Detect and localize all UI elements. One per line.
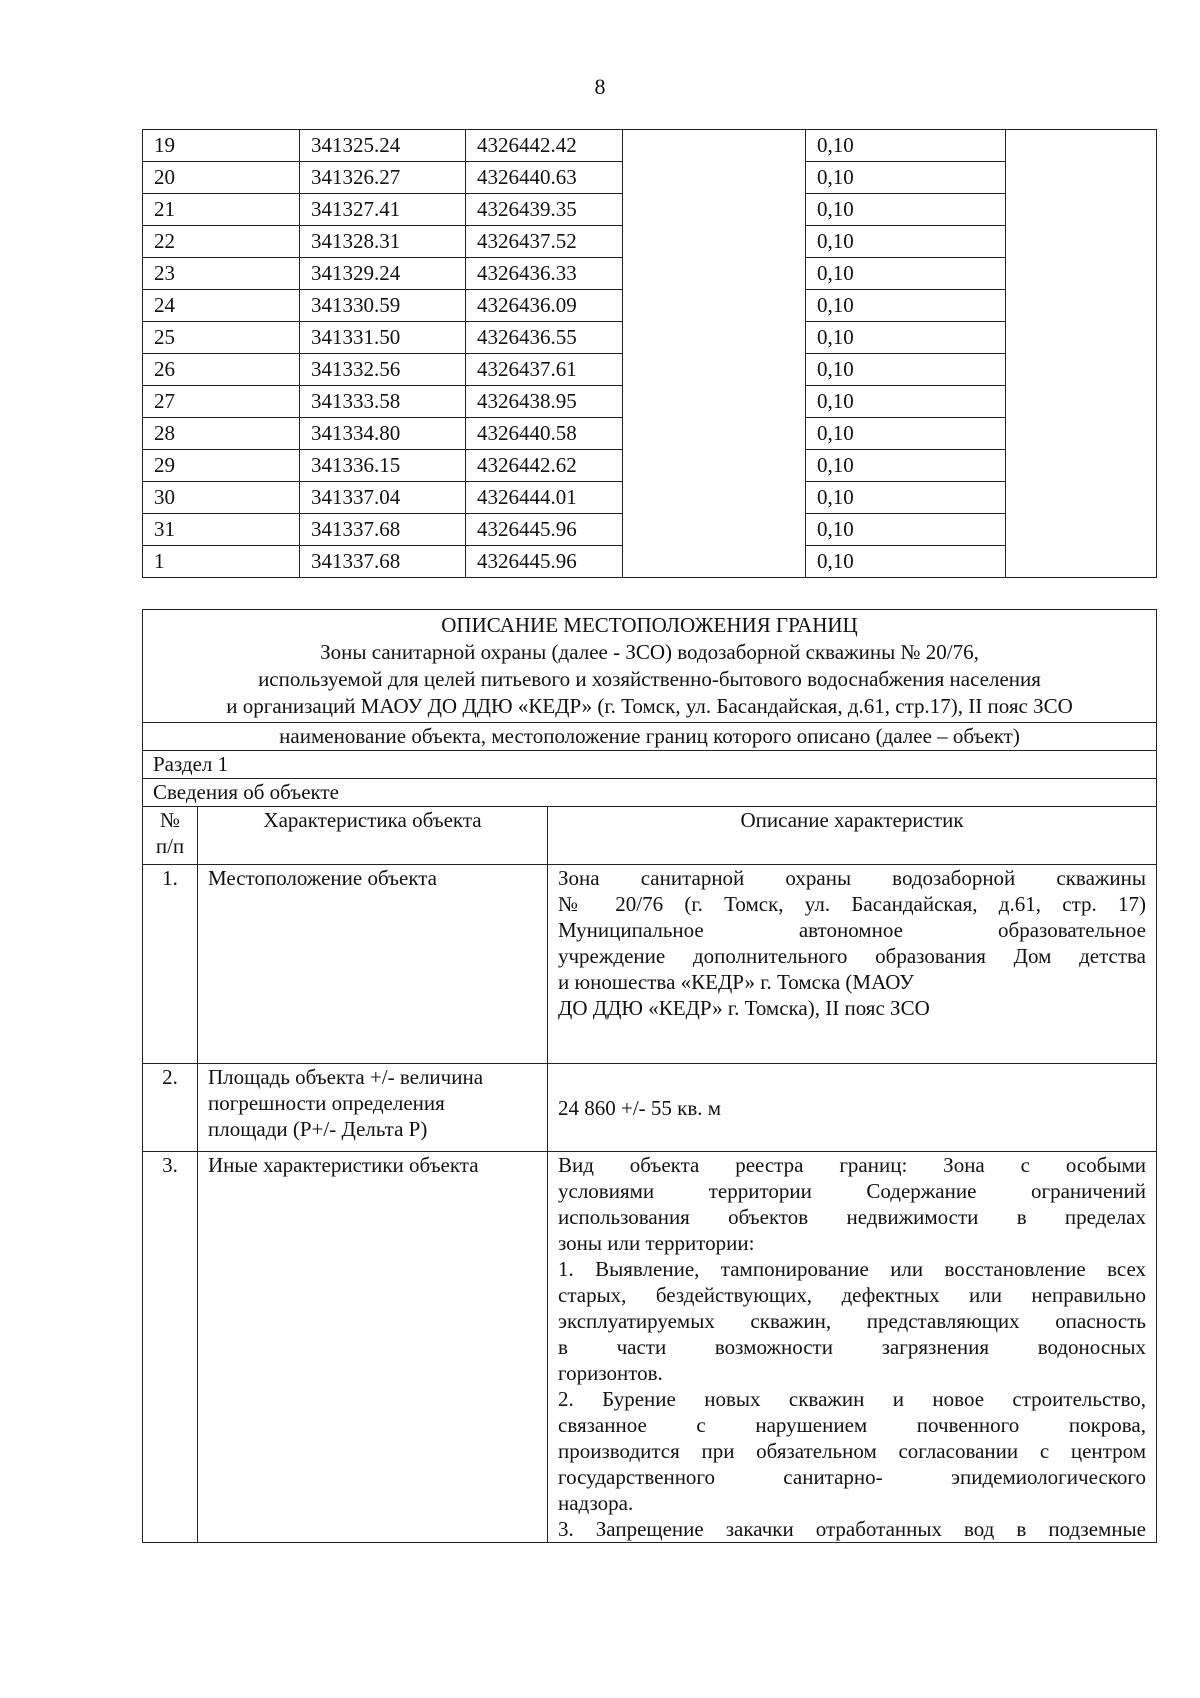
coordinate-row [143, 130, 1157, 162]
object-name-caption: наименование объекта, местоположение границ которого описано (далее – объект) [143, 723, 1157, 751]
x-coordinate-cell: 341325.24 [300, 130, 466, 162]
row-1-line: ДО ДДЮ «КЕДР» г. Томска), II пояс ЗСО [558, 996, 930, 1020]
x-coordinate-cell: 341337.68 [300, 546, 466, 578]
row-3-characteristic: Иные характеристики объекта [198, 1152, 548, 1543]
method-cell [623, 130, 806, 578]
description-subtitle-2: используемой для целей питьевого и хозяйственно-бытового водоснабжения населения [258, 667, 1041, 691]
row-1-line: Зона санитарной охраны водозаборной скважины [558, 866, 1146, 890]
accuracy-cell: 0,10 [806, 290, 1006, 322]
x-coordinate-cell: 341332.56 [300, 354, 466, 386]
point-number-cell: 27 [143, 386, 300, 418]
section-title: Сведения об объекте [143, 779, 1157, 807]
y-coordinate-cell: 4326439.35 [466, 194, 623, 226]
accuracy-cell: 0,10 [806, 258, 1006, 290]
row-1-number: 1. [143, 865, 198, 1064]
row-2-label-line: погрешности определения [208, 1091, 445, 1115]
x-coordinate-cell: 341330.59 [300, 290, 466, 322]
row-3-line: зоны или территории: [558, 1231, 755, 1255]
accuracy-cell: 0,10 [806, 322, 1006, 354]
y-coordinate-cell: 4326444.01 [466, 482, 623, 514]
row-3-line: связанное с нарушением почвенного покрова, [558, 1413, 1146, 1437]
point-number-cell: 29 [143, 450, 300, 482]
y-coordinate-cell: 4326437.61 [466, 354, 623, 386]
point-number-cell: 30 [143, 482, 300, 514]
y-coordinate-cell: 4326438.95 [466, 386, 623, 418]
column-header-description: Описание характеристик [548, 807, 1157, 865]
x-coordinate-cell: 341336.15 [300, 450, 466, 482]
x-coordinate-cell: 341334.80 [300, 418, 466, 450]
point-number-cell: 19 [143, 130, 300, 162]
description-subtitle-3: и организаций МАОУ ДО ДДЮ «КЕДР» (г. Томск, ул. Басандайская, д.61, стр.17), II пояс ЗСО [226, 694, 1073, 718]
y-coordinate-cell: 4326440.58 [466, 418, 623, 450]
row-3-line: использования объектов недвижимости в пределах [558, 1205, 1146, 1229]
row-1-line: и юношества «КЕДР» г. Томска (МАОУ [558, 970, 915, 994]
description-subtitle-1: Зоны санитарной охраны (далее - ЗСО) водозаборной скважины № 20/76, [320, 640, 979, 664]
row-3-description [548, 1152, 1157, 1543]
x-coordinate-cell: 341326.27 [300, 162, 466, 194]
row-3-number: 3. [143, 1152, 198, 1543]
point-number-cell: 20 [143, 162, 300, 194]
y-coordinate-cell: 4326440.63 [466, 162, 623, 194]
row-3-line: производится при обязательном согласовании с центром [558, 1439, 1146, 1463]
row-3-line: эксплуатируемых скважин, представляющих опасность [558, 1309, 1146, 1333]
row-3-line: Вид объекта реестра границ: Зона с особыми [558, 1153, 1146, 1177]
row-2-number: 2. [143, 1064, 198, 1152]
row-3-line: условиями территории Содержание ограничений [558, 1179, 1146, 1203]
row-3-line: 1. Выявление, тампонирование или восстановление всех [558, 1257, 1146, 1281]
point-number-cell: 26 [143, 354, 300, 386]
row-1-description [548, 865, 1157, 1064]
row-3-line: 3. Запрещение закачки отработанных вод в подземные [558, 1517, 1146, 1541]
column-header-characteristic: Характеристика объекта [198, 807, 548, 865]
point-number-cell: 28 [143, 418, 300, 450]
row-3-line: 2. Бурение новых скважин и новое строительство, [558, 1387, 1146, 1411]
y-coordinate-cell: 4326445.96 [466, 514, 623, 546]
accuracy-cell: 0,10 [806, 386, 1006, 418]
column-header-number [143, 807, 198, 865]
row-3-line: надзора. [558, 1491, 634, 1515]
accuracy-cell: 0,10 [806, 450, 1006, 482]
y-coordinate-cell: 4326436.09 [466, 290, 623, 322]
point-number-cell: 21 [143, 194, 300, 226]
row-1-line: Муниципальное автономное образовательное [558, 918, 1146, 942]
row-2-area-value: 24 860 +/- 55 кв. м [548, 1064, 1157, 1152]
row-2-label-line: Площадь объекта +/- величина [208, 1065, 484, 1089]
point-number-cell: 25 [143, 322, 300, 354]
accuracy-cell: 0,10 [806, 418, 1006, 450]
x-coordinate-cell: 341337.68 [300, 514, 466, 546]
row-2-characteristic [198, 1064, 548, 1152]
point-number-cell: 1 [143, 546, 300, 578]
section-number: Раздел 1 [143, 751, 1157, 779]
row-3-line: государственного санитарно- эпидемиологического [558, 1465, 1146, 1489]
point-number-cell: 31 [143, 514, 300, 546]
row-1-characteristic: Местоположение объекта [198, 865, 548, 1064]
column-header-number-line-1: № [159, 808, 181, 832]
accuracy-cell: 0,10 [806, 354, 1006, 386]
row-2-label-line: площади (P+/- Дельта P) [208, 1117, 428, 1141]
x-coordinate-cell: 341337.04 [300, 482, 466, 514]
description-title: ОПИСАНИЕ МЕСТОПОЛОЖЕНИЯ ГРАНИЦ [441, 613, 858, 637]
y-coordinate-cell: 4326442.42 [466, 130, 623, 162]
x-coordinate-cell: 341329.24 [300, 258, 466, 290]
y-coordinate-cell: 4326437.52 [466, 226, 623, 258]
column-header-number-line-2: п/п [155, 834, 185, 858]
row-3-line: горизонтов. [558, 1361, 663, 1385]
accuracy-cell: 0,10 [806, 514, 1006, 546]
description-header [143, 610, 1157, 723]
row-3-line: в части возможности загрязнения водоносных [558, 1335, 1146, 1359]
x-coordinate-cell: 341331.50 [300, 322, 466, 354]
accuracy-cell: 0,10 [806, 130, 1006, 162]
x-coordinate-cell: 341327.41 [300, 194, 466, 226]
x-coordinate-cell: 341333.58 [300, 386, 466, 418]
point-number-cell: 23 [143, 258, 300, 290]
y-coordinate-cell: 4326445.96 [466, 546, 623, 578]
y-coordinate-cell: 4326442.62 [466, 450, 623, 482]
accuracy-cell: 0,10 [806, 226, 1006, 258]
point-number-cell: 24 [143, 290, 300, 322]
y-coordinate-cell: 4326436.55 [466, 322, 623, 354]
accuracy-cell: 0,10 [806, 482, 1006, 514]
row-1-line: № 20/76 (г. Томск, ул. Басандайская, д.61, стр. 17) [558, 892, 1146, 916]
accuracy-cell: 0,10 [806, 194, 1006, 226]
x-coordinate-cell: 341328.31 [300, 226, 466, 258]
y-coordinate-cell: 4326436.33 [466, 258, 623, 290]
coordinates-table [142, 129, 1157, 578]
page-number: 8 [594, 74, 606, 99]
boundary-description-table [142, 609, 1157, 1543]
accuracy-cell: 0,10 [806, 546, 1006, 578]
point-number-cell: 22 [143, 226, 300, 258]
notes-cell [1006, 130, 1157, 578]
row-3-line: старых, бездействующих, дефектных или неправильно [558, 1283, 1146, 1307]
row-1-line: учреждение дополнительного образования Дом детства [558, 944, 1146, 968]
accuracy-cell: 0,10 [806, 162, 1006, 194]
